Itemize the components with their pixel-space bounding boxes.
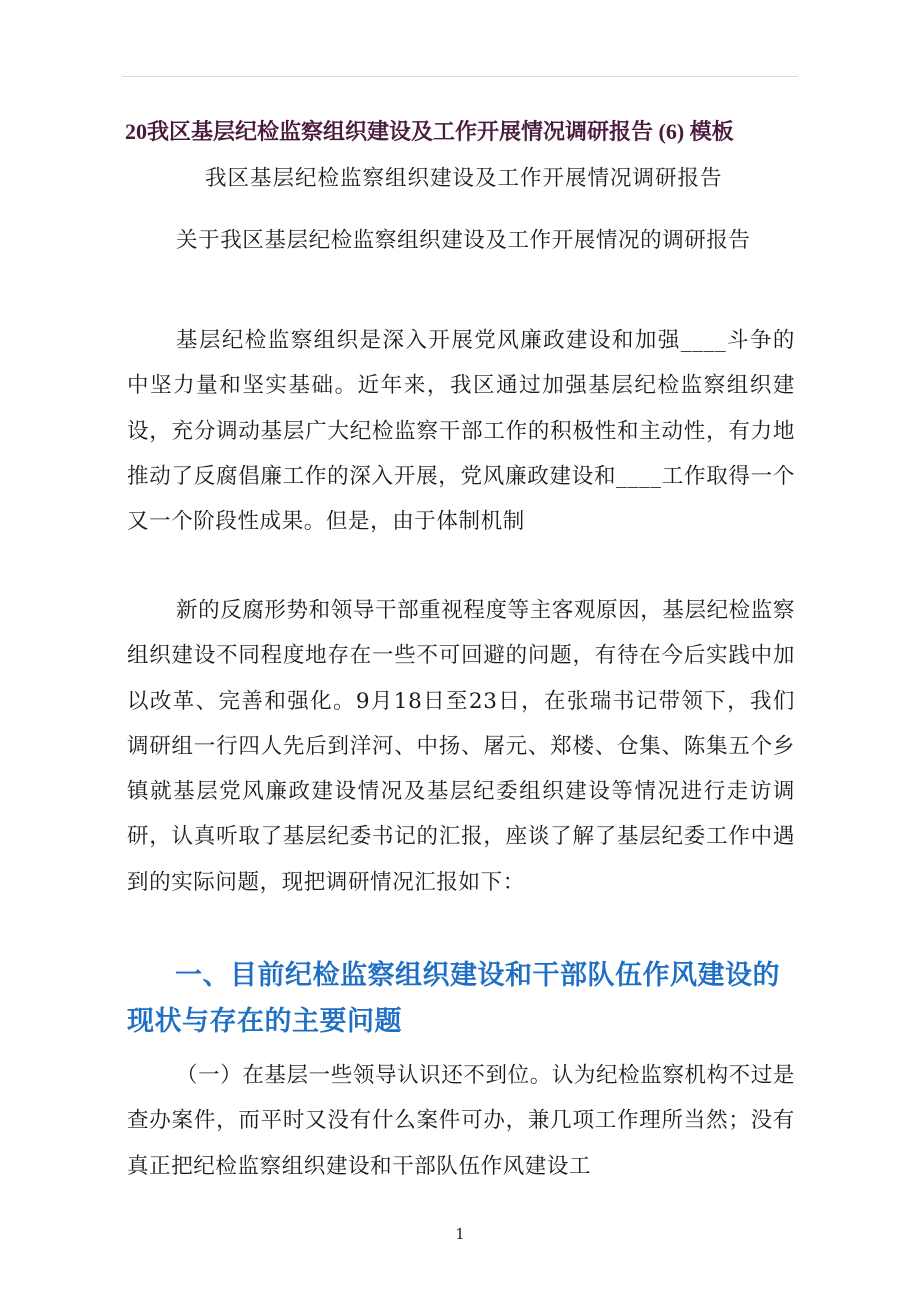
- document-subtitle: 我区基层纪检监察组织建设及工作开展情况调研报告: [205, 166, 723, 191]
- document-title: 20我区基层纪检监察组织建设及工作开展情况调研报告 (6) 模板: [125, 119, 734, 144]
- header-rule: [122, 76, 798, 77]
- page-number: 1: [455, 1225, 465, 1243]
- body-paragraph-1: 基层纪检监察组织是深入开展党风廉政建设和加强____斗争的中坚力量和坚实基础。近年来，我区通过加强基层纪检监察组织建设，充分调动基层广大纪检监察干部工作的积极性和主动性，有力地推动了反腐倡廉工作的深入开展，党风廉政建设和____工作取得一个又一个阶段性成果。但是，由于体制机制: [127, 328, 795, 535]
- body-paragraph-2: 新的反腐形势和领导干部重视程度等主客观原因，基层纪检监察组织建设不同程度地存在一些不可回避的问题，有待在今后实践中加以改革、完善和强化。9月18日至23日，在张瑞书记带领下，我们调研组一行四人先后到洋河、中扬、屠元、郑楼、仓集、陈集五个乡镇就基层党风廉政建设情况及基层纪委组织建设等情况进行走访调研，认真听取了基层纪委书记的汇报，座谈了解了基层纪委工作中遇到的实际问题，现把调研情况汇报如下：: [127, 598, 795, 895]
- report-title-paragraph: 关于我区基层纪检监察组织建设及工作开展情况的调研报告: [176, 228, 751, 253]
- section-heading-1: 一、目前纪检监察组织建设和干部队伍作风建设的现状与存在的主要问题: [127, 960, 780, 1036]
- body-paragraph-3: （一）在基层一些领导认识还不到位。认为纪检监察机构不过是查办案件，而平时又没有什么案件可办，兼几项工作理所当然；没有真正把纪检监察组织建设和干部队伍作风建设工: [127, 1063, 795, 1179]
